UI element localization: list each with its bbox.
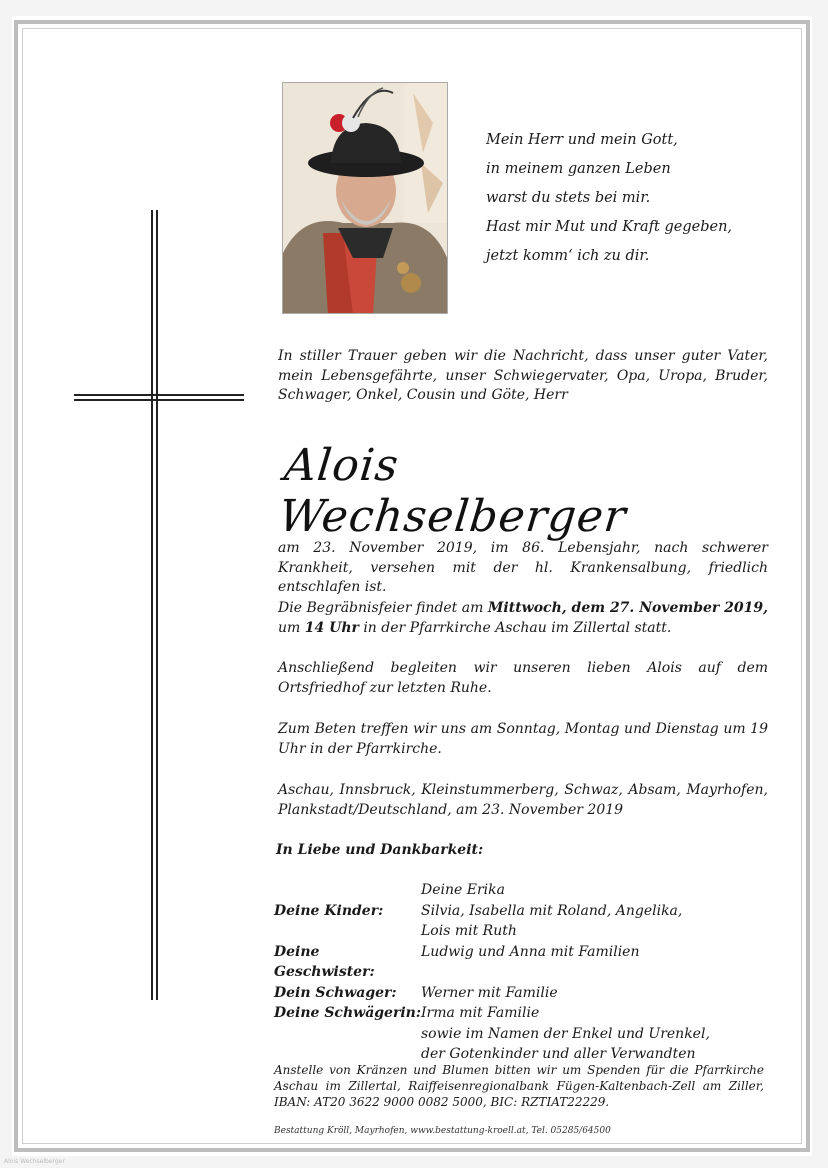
- signature-row-sister-in-law: [274, 1003, 774, 1024]
- funeral-time: 14 Uhr: [304, 619, 359, 636]
- cross-horizontal-line: [74, 394, 244, 396]
- thanks-heading: In Liebe und Dankbarkeit:: [276, 842, 484, 858]
- funeral-home-footer: Bestattung Kröll, Mayrhofen, www.bestattung-kroell.at, Tel. 05285/64500: [274, 1126, 611, 1136]
- funeral-pre: Die Begräbnisfeier findet am: [278, 600, 488, 616]
- death-text: am 23. November 2019, im 86. Lebensjahr, nach schwerer Krankheit, versehen mit der hl. Krankensalbung, friedlich entschlafen ist.: [278, 540, 768, 595]
- signature-value: Ludwig und Anna mit Familien: [421, 943, 640, 960]
- portrait-photo: [282, 82, 448, 314]
- cross-horizontal-line: [74, 399, 244, 401]
- corner-mark: Alois Wechselberger: [4, 1158, 65, 1165]
- signatures-block: [274, 880, 774, 1065]
- funeral-mid: um: [278, 619, 305, 636]
- cross-vertical-line: [156, 210, 158, 1000]
- signature-label: Dein Schwager:: [274, 984, 397, 1001]
- signature-value: Lois mit Ruth: [421, 923, 517, 939]
- deceased-name: Alois Wechselberger: [276, 440, 629, 542]
- signature-row-children: [274, 901, 774, 922]
- signature-label: Deine Geschwister:: [274, 943, 375, 980]
- funeral-text: [278, 599, 768, 638]
- funeral-post: in der Pfarrkirche Aschau im Zillertal statt.: [358, 619, 672, 636]
- verse-line: warst du stets bei mir.: [486, 190, 651, 206]
- signature-value: der Gotenkinder und aller Verwandten: [421, 1046, 696, 1062]
- signature-value: Silvia, Isabella mit Roland, Angelika,: [421, 902, 683, 919]
- verse-block: [486, 126, 766, 271]
- intro-text: In stiller Trauer geben wir die Nachricht, dass unser guter Vater, mein Lebensgefährte, unser Schwiegervater, Opa, Uropa, Bruder, Schwager, Onkel, Cousin und Göte, Herr: [278, 348, 768, 403]
- signature-value: Irma mit Familie: [421, 1005, 540, 1021]
- verse-line: Hast mir Mut und Kraft gegeben,: [486, 219, 733, 235]
- signature-value: Werner mit Familie: [421, 984, 558, 1001]
- burial-text: Anschließend begleiten wir unseren lieben Alois auf dem Ortsfriedhof zur letzten Ruhe.: [278, 660, 768, 696]
- verse-line: in meinem ganzen Leben: [486, 161, 671, 177]
- signature-row-siblings: [274, 942, 774, 983]
- signature-label: Deine Kinder:: [274, 902, 384, 919]
- verse-line: Mein Herr und mein Gott,: [486, 132, 678, 148]
- funeral-day: Mittwoch, dem 27. November 2019,: [487, 600, 769, 616]
- signature-label: Deine Schwägerin:: [274, 1005, 421, 1021]
- prayer-text: Zum Beten treffen wir uns am Sonntag, Montag und Dienstag um 19 Uhr in der Pfarrkirche.: [278, 721, 768, 757]
- signature-value: sowie im Namen der Enkel und Urenkel,: [421, 1025, 710, 1042]
- signature-row-brother-in-law: [274, 983, 774, 1004]
- signature-partner: Deine Erika: [421, 882, 505, 898]
- verse-line: jetzt komm‘ ich zu dir.: [486, 248, 650, 264]
- donation-notice: Anstelle von Kränzen und Blumen bitten wir um Spenden für die Pfarrkirche Aschau im Zillertal, Raiffeisenregionalbank Fügen-Kaltenbach-Zell am Ziller, IBAN: AT20 3622 9000 0082 5000, BIC: RZTIAT22229.: [274, 1063, 764, 1109]
- places-text: Aschau, Innsbruck, Kleinstummerberg, Schwaz, Absam, Mayrhofen, Plankstadt/Deutschland, am 23. November 2019: [278, 782, 768, 818]
- cross-vertical-line: [151, 210, 153, 1000]
